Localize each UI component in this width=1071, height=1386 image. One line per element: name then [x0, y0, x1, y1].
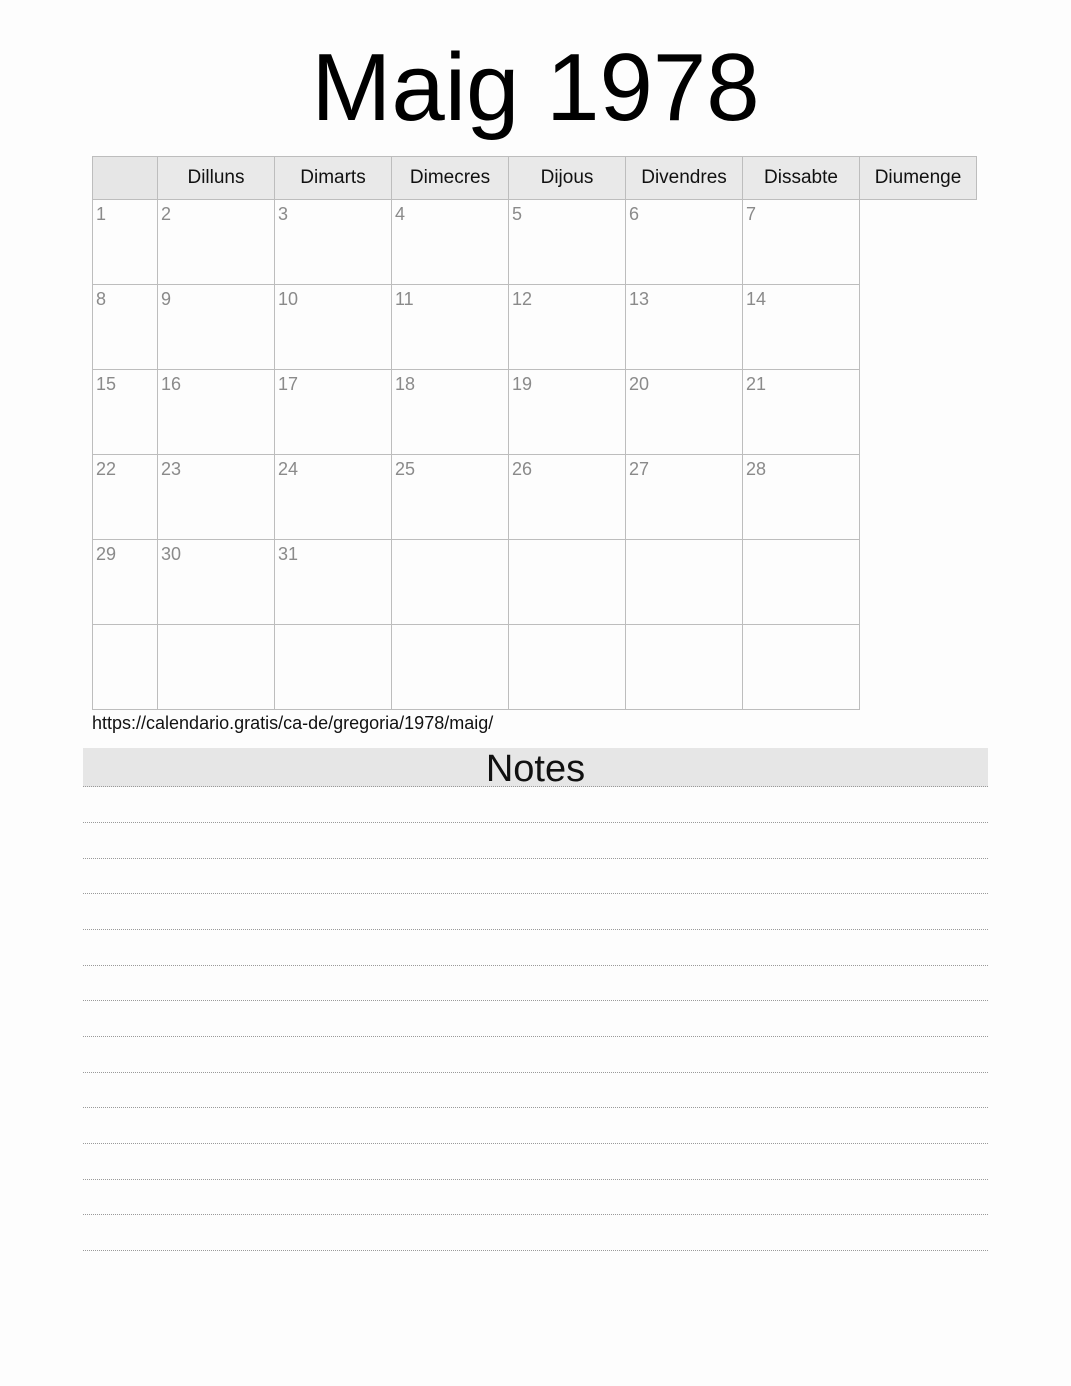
day-cell — [626, 625, 743, 710]
weekday-tuesday: Dimarts — [275, 157, 392, 200]
day-number — [509, 625, 625, 629]
day-number: 6 — [629, 204, 640, 224]
day-number — [626, 625, 742, 629]
day-cell — [392, 370, 509, 455]
day-cell — [392, 455, 509, 540]
day-cell — [509, 200, 626, 285]
day-number: 29 — [96, 544, 117, 564]
day-cell — [509, 370, 626, 455]
day-cell — [93, 455, 158, 540]
day-number — [509, 540, 625, 544]
day-cell — [158, 455, 275, 540]
week-row — [93, 540, 977, 625]
note-line — [83, 1107, 988, 1108]
week-sidebar — [93, 157, 158, 200]
day-cell — [158, 200, 275, 285]
day-cell — [509, 540, 626, 625]
day-cell — [392, 200, 509, 285]
day-number: 28 — [746, 459, 767, 479]
weekday-sunday: Diumenge — [860, 157, 977, 200]
day-number: 11 — [395, 289, 414, 309]
day-cell — [93, 370, 158, 455]
day-cell — [509, 285, 626, 370]
note-line — [83, 965, 988, 966]
note-line — [83, 1036, 988, 1037]
day-number: 10 — [278, 289, 299, 309]
week-row — [93, 370, 977, 455]
page-title: Maig 1978 — [311, 34, 760, 141]
day-cell — [275, 285, 392, 370]
day-number: 9 — [161, 289, 172, 309]
day-cell — [626, 540, 743, 625]
day-number: 3 — [278, 204, 289, 224]
day-number: 23 — [161, 459, 182, 479]
note-line — [83, 1214, 988, 1215]
note-line — [83, 822, 988, 823]
week-row — [93, 285, 977, 370]
weekday-monday: Dilluns — [158, 157, 275, 200]
day-cell — [93, 540, 158, 625]
weekday-wednesday: Dimecres — [392, 157, 509, 200]
day-number: 1 — [96, 204, 107, 224]
day-number — [626, 540, 742, 544]
day-number — [158, 625, 274, 629]
day-cell — [93, 625, 158, 710]
day-cell — [743, 200, 860, 285]
source-url: https://calendario.gratis/ca-de/gregoria/1978/maig/ — [92, 713, 494, 733]
day-number: 26 — [512, 459, 533, 479]
note-line — [83, 893, 988, 894]
day-cell — [158, 625, 275, 710]
day-number: 22 — [96, 459, 117, 479]
weekday-saturday: Dissabte — [743, 157, 860, 200]
day-number: 2 — [161, 204, 172, 224]
day-number: 21 — [746, 374, 767, 394]
day-cell — [626, 370, 743, 455]
day-cell — [158, 285, 275, 370]
day-cell — [275, 200, 392, 285]
day-number: 14 — [746, 289, 767, 309]
day-cell — [392, 285, 509, 370]
day-cell — [509, 455, 626, 540]
day-cell — [275, 625, 392, 710]
day-cell — [275, 370, 392, 455]
day-cell — [626, 285, 743, 370]
day-cell — [93, 200, 158, 285]
day-cell — [392, 625, 509, 710]
note-line — [83, 1143, 988, 1144]
day-number: 13 — [629, 289, 650, 309]
note-line — [83, 1179, 988, 1180]
day-number — [743, 625, 859, 629]
weekday-thursday: Dijous — [509, 157, 626, 200]
week-row — [93, 200, 977, 285]
note-line — [83, 929, 988, 930]
day-number: 27 — [629, 459, 650, 479]
day-number: 18 — [395, 374, 416, 394]
day-number — [392, 540, 508, 544]
calendar-grid — [92, 156, 977, 710]
day-number: 12 — [512, 289, 533, 309]
day-number: 19 — [512, 374, 533, 394]
day-number: 7 — [746, 204, 757, 224]
weekday-header-row — [93, 157, 977, 200]
week-row — [93, 455, 977, 540]
day-number — [392, 625, 508, 629]
day-cell — [275, 540, 392, 625]
day-number — [93, 625, 157, 629]
day-number: 4 — [395, 204, 406, 224]
day-cell — [158, 370, 275, 455]
day-number: 30 — [161, 544, 182, 564]
week-row — [93, 625, 977, 710]
day-number: 15 — [96, 374, 117, 394]
notes-heading: Notes — [83, 748, 988, 787]
day-cell — [275, 455, 392, 540]
day-number — [275, 625, 391, 629]
day-number: 31 — [278, 544, 299, 564]
day-number: 5 — [512, 204, 523, 224]
day-cell — [626, 455, 743, 540]
day-number: 24 — [278, 459, 299, 479]
day-number: 20 — [629, 374, 650, 394]
day-number — [743, 540, 859, 544]
weekday-friday: Divendres — [626, 157, 743, 200]
day-cell — [743, 625, 860, 710]
note-line — [83, 1072, 988, 1073]
note-line — [83, 858, 988, 859]
day-cell — [743, 285, 860, 370]
day-number: 17 — [278, 374, 299, 394]
day-cell — [626, 200, 743, 285]
day-number: 16 — [161, 374, 182, 394]
note-line — [83, 1250, 988, 1251]
day-cell — [743, 370, 860, 455]
note-line — [83, 1000, 988, 1001]
day-number: 8 — [96, 289, 107, 309]
day-cell — [392, 540, 509, 625]
day-cell — [158, 540, 275, 625]
day-number: 25 — [395, 459, 416, 479]
day-cell — [509, 625, 626, 710]
day-cell — [93, 285, 158, 370]
day-cell — [743, 540, 860, 625]
day-cell — [743, 455, 860, 540]
